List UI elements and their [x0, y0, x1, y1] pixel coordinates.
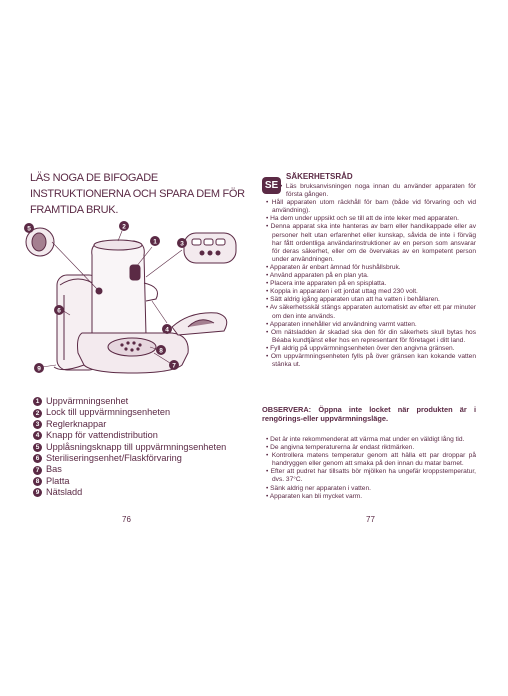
usage-item: • Kontrollera matens temperatur genom att hälla ett par droppar på handryggen eller genom att smaka på den innan du matar barnet. [266, 452, 476, 468]
legend-item [33, 419, 263, 430]
legend-number: 1 [33, 397, 42, 406]
safety-list [262, 183, 476, 369]
safety-item: • Apparaten innehåller vid användning varmt vatten. [266, 320, 417, 328]
safety-item: • Håll apparaten utom räckhåll för barn (både vid förvaring och vid användning). [266, 199, 476, 215]
legend-number: 6 [33, 454, 42, 463]
product-diagram [22, 215, 257, 390]
svg-text:8: 8 [159, 347, 163, 355]
instructions-heading: LÄS NOGA DE BIFOGADE INSTRUKTIONERNA OCH SPARA DEM FÖR FRAMTIDA BRUK. [30, 172, 245, 216]
diagram-callout-7 [169, 360, 179, 370]
legend-text: Lock till uppvärmningsenheten [46, 407, 171, 418]
safety-item: • Läs bruksanvisningen noga innan du använder apparaten för första gången. [280, 183, 476, 199]
safety-item: • Ha dem under uppsikt och se till att de inte leker med apparaten. [266, 215, 459, 223]
page-number-right: 77 [366, 515, 375, 524]
legend-text: Reglerknappar [46, 418, 107, 429]
legend-text: Uppvärmningsenhet [46, 396, 129, 406]
legend-number: 8 [33, 477, 42, 486]
usage-list [262, 436, 476, 501]
legend-number: 7 [33, 466, 42, 475]
diagram-callout-3 [177, 238, 187, 248]
legend-item [33, 453, 263, 464]
legend-item [33, 407, 263, 418]
legend-item [33, 487, 263, 498]
page-number-left: 76 [122, 515, 131, 524]
parts-legend [33, 396, 263, 499]
legend-text: Nätsladd [46, 487, 83, 498]
legend-number: 5 [33, 443, 42, 452]
observera-label: OBSERVERA: [262, 405, 312, 414]
legend-item [33, 442, 263, 453]
section-title: SÄKERHETSRÅD [286, 172, 353, 181]
safety-item: • Om nätsladden är skadad ska den för din säkerhets skull bytas hos Béaba kundtjänst eller hos en representant för företaget i ditt land. [266, 328, 476, 344]
legend-item [33, 396, 263, 407]
safety-item: • Apparaten är enbart ämnad för hushållsbruk. [266, 263, 401, 271]
legend-number: 3 [33, 420, 42, 429]
water-button-detail [172, 313, 227, 335]
safety-item: • Använd apparaten på en plan yta. [266, 272, 369, 280]
svg-text:9: 9 [37, 365, 41, 373]
legend-number: 4 [33, 431, 42, 440]
diagram-callout-5 [24, 223, 34, 233]
diagram-callout-6 [54, 305, 64, 315]
control-buttons-detail [184, 233, 236, 263]
legend-item [33, 430, 263, 441]
safety-item: • Denna apparat ska inte hanteras av barn eller handikappade eller av personer helt utan erfarenhet eller kunskap, såvida de inte i förväg har fått ordentliga användarinstruktioner av en person som ansvarar för deras säkerhet, eller om de övervakas av en kompetent person under användningen. [266, 223, 476, 263]
legend-text: Steriliseringsenhet/Flaskförvaring [46, 453, 182, 464]
safety-item: • Koppla in apparaten i ett jordat uttag med 230 volt. [266, 288, 418, 296]
language-badge: SE [262, 177, 281, 194]
safety-item: • Om uppvärmningsenheten fylls på över gränsen kan kokande vatten stänka ut. [266, 352, 476, 369]
safety-item: • Placera inte apparaten på en spisplatta. [266, 280, 387, 288]
warming-unit-illustration [92, 240, 158, 335]
diagram-callout-4 [162, 324, 172, 334]
legend-number: 9 [33, 488, 42, 497]
observera-notice [262, 405, 476, 423]
legend-item [33, 476, 263, 487]
svg-text:1: 1 [153, 238, 157, 246]
observera-text: Öppna inte locket när produkten är i rengörings-eller uppvärmningsläge. [262, 405, 476, 423]
svg-text:7: 7 [172, 362, 176, 370]
legend-text: Platta [46, 475, 70, 486]
usage-item: • De angivna temperaturerna är endast riktmärken. [266, 444, 415, 452]
svg-text:5: 5 [27, 225, 31, 233]
safety-item: • Av säkerhetsskäl stängs apparaten automatiskt av efter ett par minuter om den inte används. [266, 304, 476, 320]
usage-item: • Efter att pudret har tillsatts bör mjölken ha ungefär kroppstemperatur, dvs. 37°C. [266, 468, 476, 484]
safety-item: • Sätt aldrig igång apparaten utan att ha vatten i behållaren. [266, 296, 440, 304]
legend-text: Bas [46, 464, 62, 475]
safety-item: • Fyll aldrig på uppvärmningsenheten över den angivna gränsen. [266, 344, 455, 352]
diagram-callout-8 [156, 345, 166, 355]
svg-text:6: 6 [57, 307, 61, 315]
legend-text: Upplåsningsknapp till uppvärmningsenheten [46, 441, 227, 452]
svg-text:2: 2 [122, 223, 126, 231]
diagram-callout-2 [119, 221, 129, 231]
usage-item: • Sänk aldrig ner apparaten i vatten. [266, 484, 371, 492]
diagram-callout-1 [150, 236, 160, 246]
svg-text:4: 4 [165, 326, 169, 334]
legend-number: 2 [33, 409, 42, 418]
svg-text:3: 3 [180, 240, 184, 248]
legend-item [33, 464, 263, 475]
usage-item: • Det är inte rekommenderat att värma mat under en väldigt lång tid. [266, 436, 465, 443]
legend-text: Knapp för vattendistribution [46, 430, 158, 441]
usage-item: • Apparaten kan bli mycket varm. [266, 492, 363, 500]
diagram-callout-9 [34, 363, 44, 373]
